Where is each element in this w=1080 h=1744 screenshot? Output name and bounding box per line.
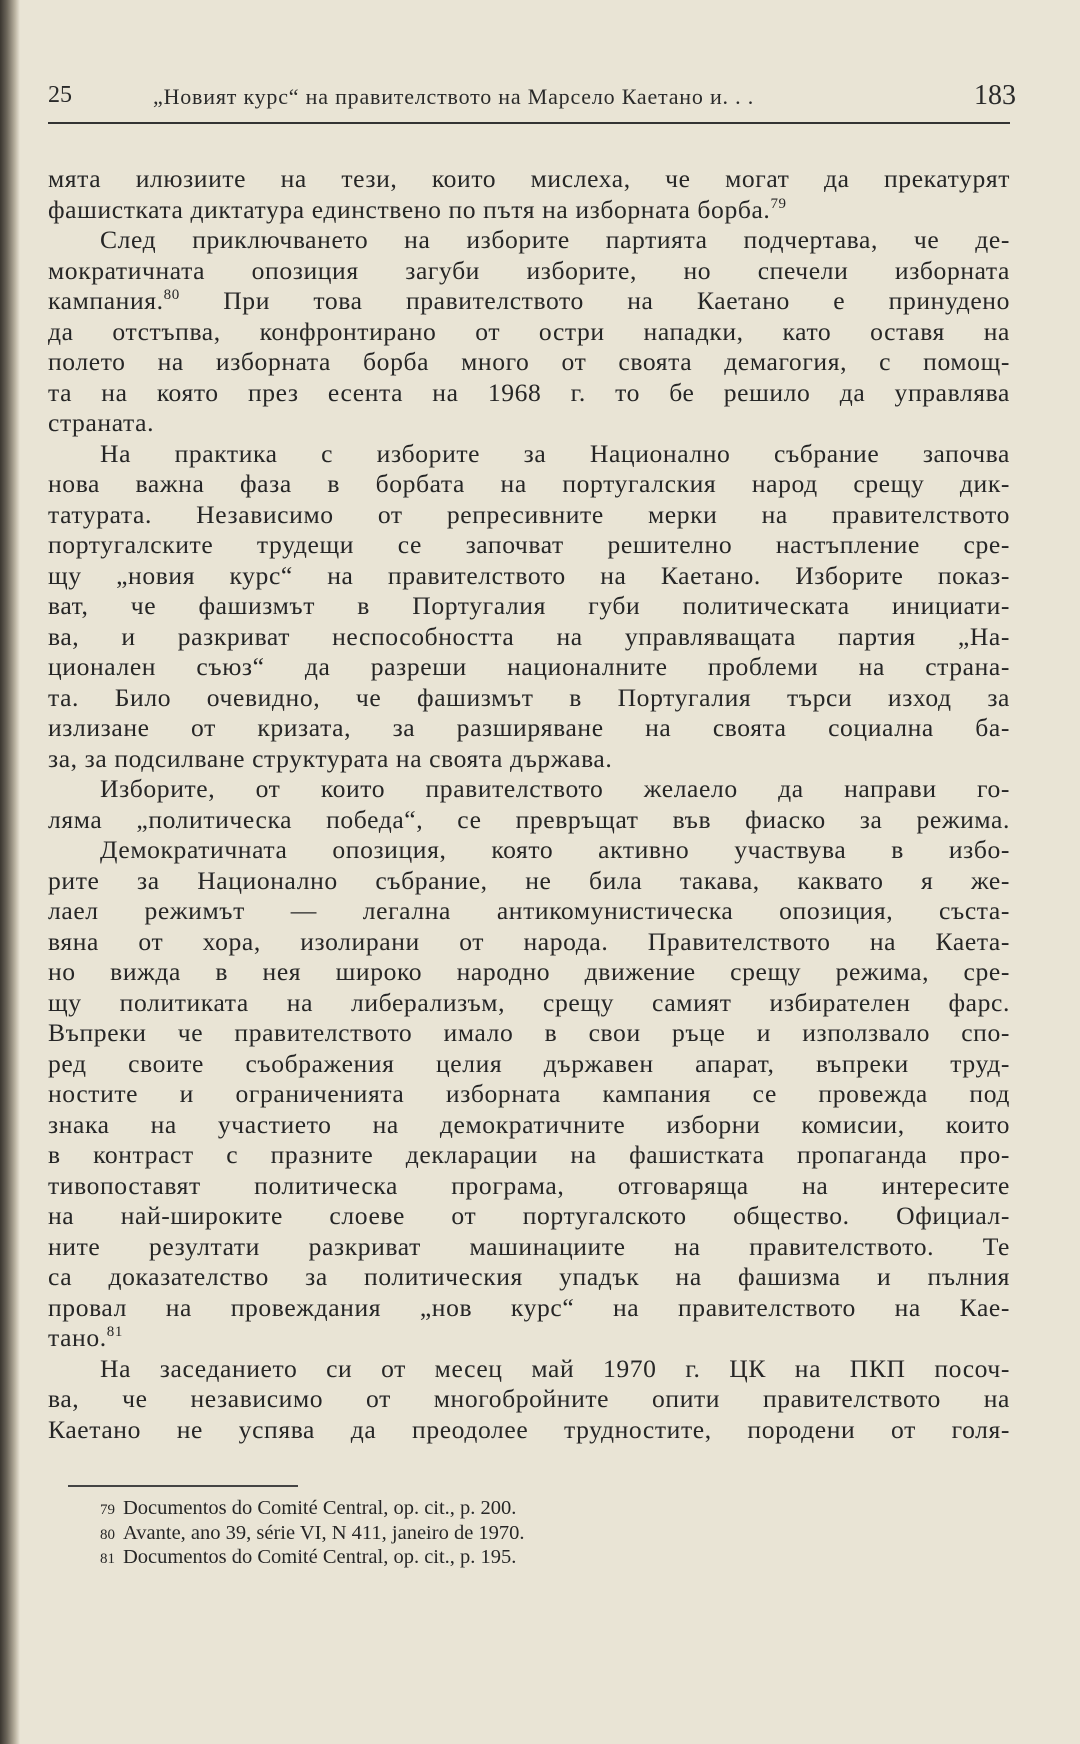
footnote-ref: 79 [770, 195, 787, 212]
text-line-content: фашистката диктатура единствено по пътя на изборната борба. [48, 194, 771, 224]
text-line: ляма „политическа победа“, се превръщат във фиаско за режима. [48, 804, 1010, 834]
text-line: са доказателство за политическия упадък на фашизма и пълния [48, 1262, 1010, 1291]
text-line-content: кампания. [48, 286, 164, 315]
text-line-content: При това правителството на Каетано е принудено [179, 286, 1010, 315]
text-line: за, за подсилване структурата на своята държава. [48, 743, 613, 773]
footnote-number: 81 [100, 1551, 115, 1567]
chapter-number: 25 [48, 82, 72, 108]
text-line: страната. [48, 408, 155, 437]
binding-edge [0, 0, 20, 1744]
text-line: но вижда в нея широко народно движение срещу режима, сре- [48, 957, 1010, 986]
text-line [48, 286, 1010, 317]
footnote-text: Documentos do Comité Central, op. cit., p. 195. [123, 1546, 517, 1568]
text-line: провал на провеждания „нов курс“ на правителството на Кае- [48, 1292, 1010, 1322]
text-line: нова важна фаза в борбата на португалския народ срещу дик- [48, 469, 1010, 498]
text-line: та. Било очевидно, че фашизмът в Португалия търси изход за [48, 682, 1010, 712]
footnote-text: Avante, ano 39, série VI, N 411, janeiro de 1970. [123, 1521, 525, 1544]
footnote-ref: 80 [163, 287, 180, 303]
text-line [48, 195, 1010, 226]
text-line: Изборите, от които правителството желаело да направи го- [100, 774, 1010, 803]
text-line: излизане от кризата, за разширяване на своята социална ба- [48, 713, 1010, 742]
text-line: татурата. Независимо от репресивните мерки на правителството [48, 499, 1010, 529]
text-line: тивопоставят политическа програма, отговаряща на интересите [48, 1170, 1010, 1200]
text-line: Демократичната опозиция, която активно участвува в избо- [100, 835, 1010, 864]
header-rule [48, 122, 1010, 124]
text-line: лаел режимът — легална антикомунистическа опозиция, съста- [48, 896, 1010, 925]
text-line: На практика с изборите за Национално събрание започва [100, 438, 1010, 468]
text-line: На заседанието си от месец май 1970 г. ЦК на ПКП посоч- [100, 1353, 1010, 1383]
text-line: След приключването на изборите партията подчертава, че де- [100, 225, 1010, 254]
footnote [100, 1521, 900, 1546]
footnote-text: Documentos do Comité Central, op. cit., p. 200. [123, 1497, 517, 1519]
footnote-rule [68, 1485, 298, 1487]
footnote [100, 1545, 900, 1570]
text-line: полето на изборната борба много от своята демагогия, с помощ- [48, 347, 1010, 376]
text-line: ните резултати разкриват машинациите на правителството. Те [48, 1231, 1010, 1261]
page-number: 183 [974, 80, 1016, 111]
text-line: ва, че независимо от многобройните опити правителството на [48, 1384, 1010, 1413]
footnote-number: 80 [100, 1526, 115, 1543]
footnote [100, 1496, 900, 1521]
text-line: щу политиката на либерализъм, срещу самият избирателен фарс. [48, 987, 1010, 1017]
text-line [48, 1323, 1010, 1354]
running-title: „Новият курс“ на правителството на Марсело Каетано и. . . [153, 84, 755, 109]
text-line: щу „новия курс“ на правителството на Каетано. Изборите показ- [48, 560, 1010, 590]
text-line: та на която през есента на 1968 г. то бе решило да управлява [48, 377, 1010, 407]
text-line: португалските трудещи се започват решително настъпление сре- [48, 530, 1010, 559]
text-line: вяна от хора, изолирани от народа. Правителството на Каета- [48, 926, 1010, 956]
page-header [48, 82, 1016, 118]
footnote-ref: 81 [106, 1324, 123, 1340]
text-line: ционален съюз“ да разреши националните проблеми на страна- [48, 652, 1010, 681]
text-line: ред своите съображения целия държавен апарат, въпреки труд- [48, 1048, 1010, 1078]
text-line: Въпреки че правителството имало в свои ръце и използвало спо- [48, 1018, 1010, 1047]
text-line: знака на участието на демократичните изборни комисии, които [48, 1109, 1010, 1139]
footnotes [100, 1496, 900, 1570]
text-line: да отстъпва, конфронтирано от остри нападки, като оставя на [48, 316, 1010, 346]
text-line: Каетано не успява да преодолее трудностите, породени от голя- [48, 1414, 1010, 1444]
footnote-number: 79 [100, 1502, 115, 1518]
text-line: мята илюзиите на тези, които мислеха, че могат да прекатурят [48, 164, 1010, 193]
text-line: ностите и ограниченията изборната кампания се провежда под [48, 1079, 1010, 1108]
text-line: на най-широките слоеве от португалското общество. Официал- [48, 1201, 1010, 1230]
text-line: рите за Национално събрание, не била такава, каквато я же- [48, 865, 1010, 895]
text-line: мократичната опозиция загуби изборите, но спечели изборната [48, 255, 1010, 285]
text-line: ват, че фашизмът в Португалия губи политическата инициати- [48, 591, 1010, 620]
text-line: ва, и разкриват неспособността на управляващата партия „На- [48, 621, 1010, 651]
text-line-content: тано. [48, 1323, 107, 1352]
body-text [48, 164, 1010, 1445]
text-line: в контраст с празните декларации на фашистката пропаганда про- [48, 1140, 1010, 1169]
